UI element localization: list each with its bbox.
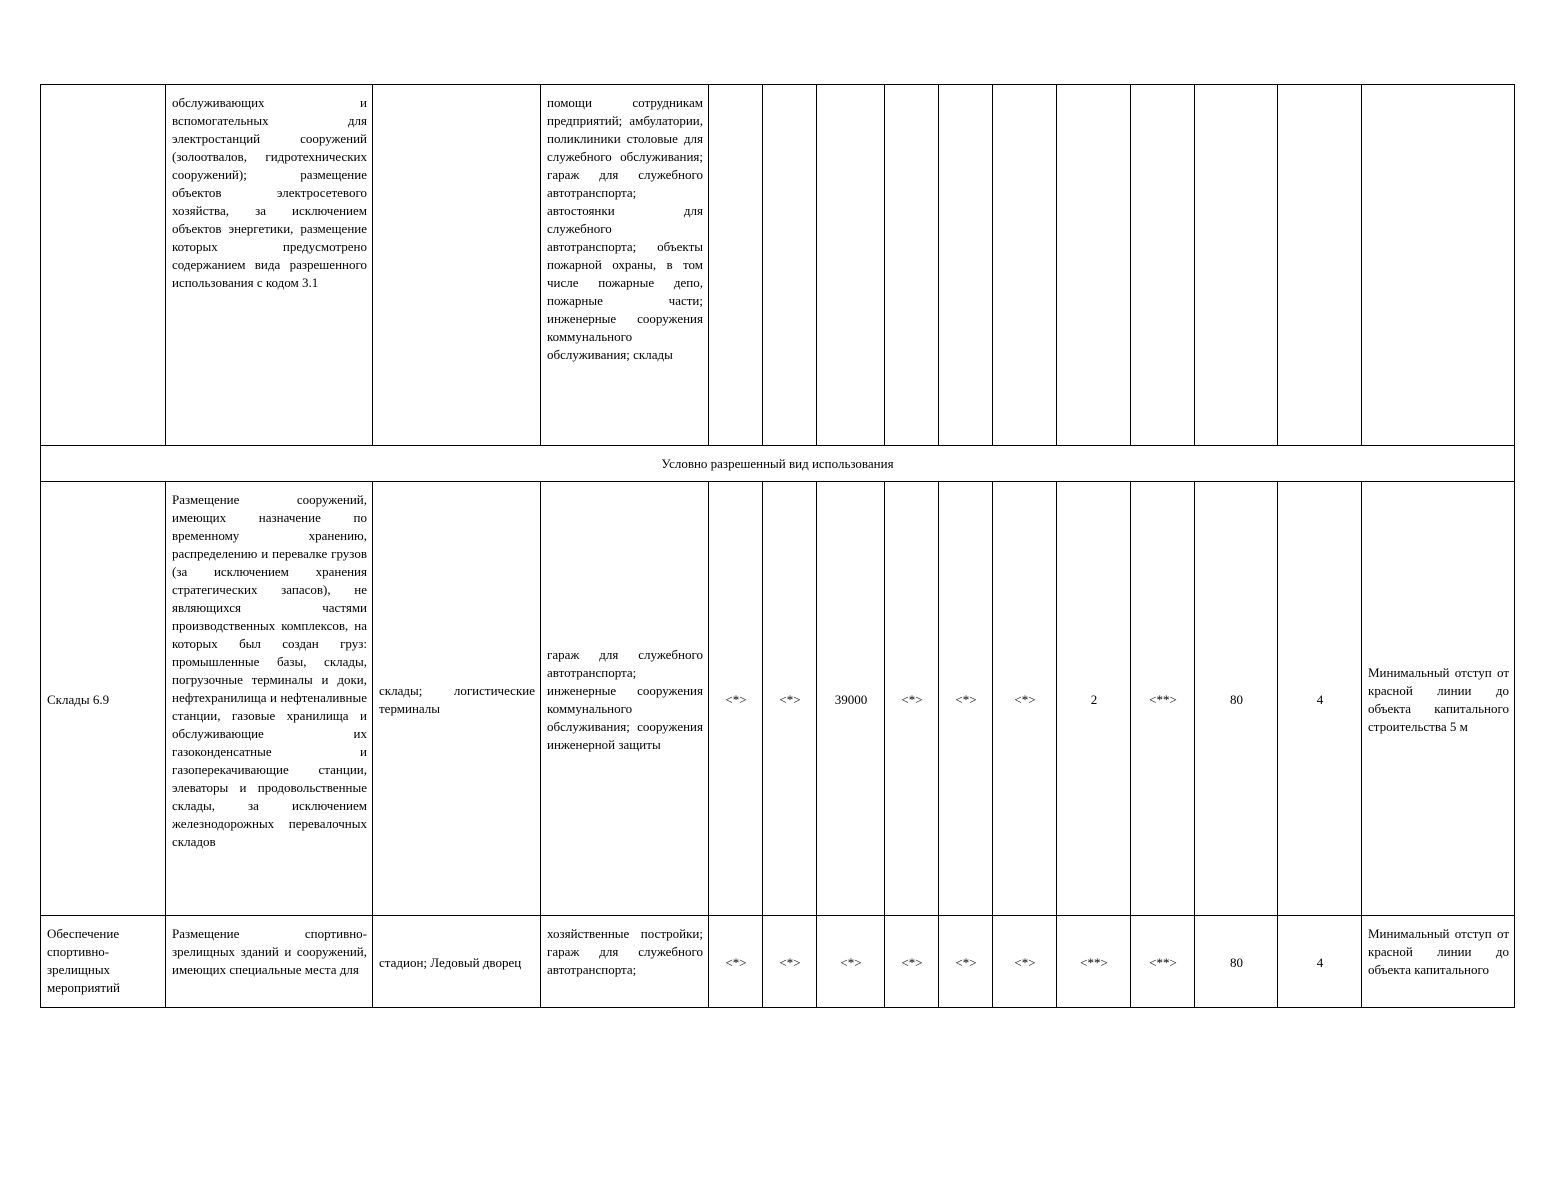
param-cell: [1195, 85, 1278, 446]
auxiliary-uses-cell: помощи сотрудникам предприятий; амбулатории, поликлиники столовые для служебного обслуживания; гараж для служебного автотранспорта; автостоянки для служебного автотранспорта; объекты пожарной охраны, в том числе пожарные депо, пожарные части; инженерные сооружения коммунального обслуживания; склады: [541, 85, 709, 446]
auxiliary-uses-cell: гараж для служебного автотранспорта; инженерные сооружения коммунального обслуживания; сооружения инженерной защиты: [541, 482, 709, 916]
param-cell: <*>: [993, 916, 1057, 1008]
note-cell: [1362, 85, 1515, 446]
param-cell: <**>: [1057, 916, 1131, 1008]
note-cell: Минимальный отступ от красной линии до объекта капитального: [1362, 916, 1515, 1008]
use-description-cell: Размещение сооружений, имеющих назначение по временному хранению, распределению и перевалке грузов (за исключением хранения стратегических запасов), не являющихся частями производственных комплексов, на которых был создан груз: промышленные базы, склады, погрузочные терминалы и доки, нефтехранилища и нефтеналивные станции, газовые хранилища и обслуживающие их газоконденсатные и газоперекачивающие станции, элеваторы и продовольственные склады, за исключением железнодорожных перевалочных складов: [166, 482, 373, 916]
param-cell: [939, 85, 993, 446]
param-cell: 80: [1195, 482, 1278, 916]
param-cell: 39000: [817, 482, 885, 916]
param-cell: [1278, 85, 1362, 446]
param-cell: 80: [1195, 916, 1278, 1008]
param-cell: 4: [1278, 482, 1362, 916]
param-cell: [709, 85, 763, 446]
param-cell: <*>: [885, 482, 939, 916]
land-use-regulations-table: [40, 84, 1515, 1008]
section-header-row: [41, 446, 1515, 482]
param-cell: [885, 85, 939, 446]
param-cell: 2: [1057, 482, 1131, 916]
param-cell: <*>: [993, 482, 1057, 916]
param-cell: [763, 85, 817, 446]
main-objects-cell: склады; логистические терминалы: [373, 482, 541, 916]
auxiliary-uses-cell: хозяйственные постройки; гараж для служебного автотранспорта;: [541, 916, 709, 1008]
param-cell: <*>: [885, 916, 939, 1008]
param-cell: <*>: [939, 482, 993, 916]
main-objects-cell: стадион; Ледовый дворец: [373, 916, 541, 1008]
param-cell: <*>: [709, 916, 763, 1008]
table-row-sklady: [41, 482, 1515, 916]
note-cell: Минимальный отступ от красной линии до объекта капитального строительства 5 м: [1362, 482, 1515, 916]
table-row-sport: [41, 916, 1515, 1008]
use-description-cell: Размещение спортивно-зрелищных зданий и сооружений, имеющих специальные места для: [166, 916, 373, 1008]
use-name-cell: Склады 6.9: [41, 482, 166, 916]
param-cell: <*>: [939, 916, 993, 1008]
use-name-cell: [41, 85, 166, 446]
param-cell: <*>: [709, 482, 763, 916]
param-cell: [1131, 85, 1195, 446]
use-name-cell: Обеспечение спортивно-зрелищных мероприятий: [41, 916, 166, 1008]
param-cell: <**>: [1131, 482, 1195, 916]
param-cell: <*>: [763, 482, 817, 916]
section-header: Условно разрешенный вид использования: [41, 446, 1515, 482]
main-objects-cell: [373, 85, 541, 446]
param-cell: 4: [1278, 916, 1362, 1008]
param-cell: <*>: [817, 916, 885, 1008]
table-row-continued: [41, 85, 1515, 446]
use-description-cell: обслуживающих и вспомогательных для электростанций сооружений (золоотвалов, гидротехнических сооружений); размещение объектов электросетевого хозяйства, за исключением объектов энергетики, размещение которых предусмотрено содержанием вида разрешенного использования с кодом 3.1: [166, 85, 373, 446]
param-cell: [1057, 85, 1131, 446]
param-cell: <**>: [1131, 916, 1195, 1008]
param-cell: <*>: [763, 916, 817, 1008]
param-cell: [817, 85, 885, 446]
param-cell: [993, 85, 1057, 446]
